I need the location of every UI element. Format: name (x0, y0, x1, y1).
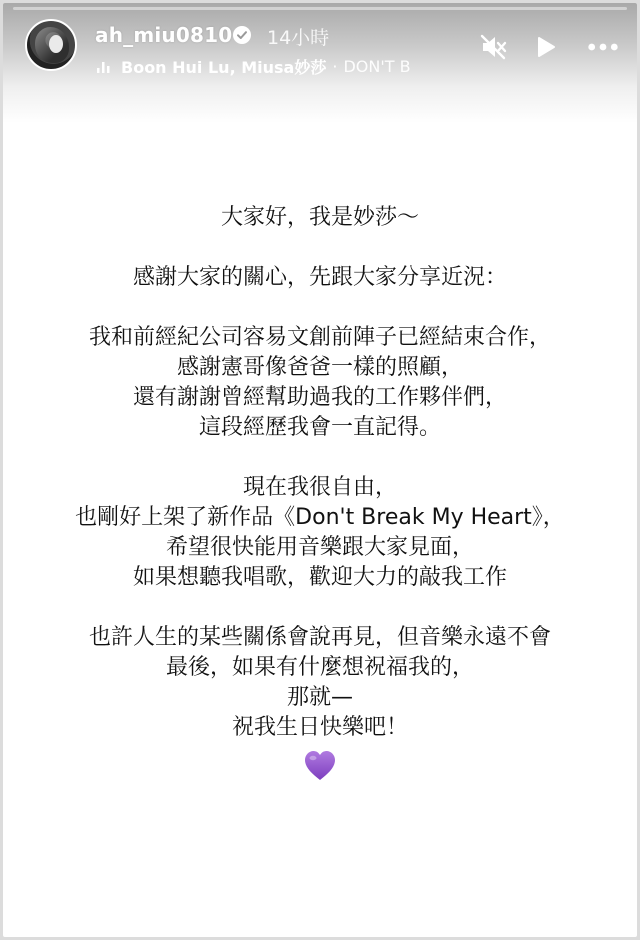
play-icon (532, 34, 558, 60)
message-line: 希望很快能用音樂跟大家見面， (165, 535, 474, 560)
music-attribution[interactable] (95, 55, 411, 78)
message-line: 那就— (286, 685, 353, 710)
mute-button[interactable] (477, 31, 509, 63)
message-line: 祝我生日快樂吧！ (231, 715, 408, 740)
message-line: 現在我很自由， (242, 475, 397, 500)
paragraph-thanks (3, 263, 637, 293)
story-message (3, 203, 637, 783)
message-line: 最後，如果有什麼想祝福我的， (165, 655, 474, 680)
purple-heart-icon (303, 749, 337, 783)
message-line: 我和前經紀公司容易文創前陣子已經結束合作， (88, 325, 551, 350)
username[interactable]: ah_miu0810 (95, 23, 233, 47)
music-bars-icon (95, 59, 111, 75)
speaker-muted-icon (478, 32, 508, 62)
message-line: 這段經歷我會一直記得。 (198, 415, 441, 440)
story-header (3, 3, 637, 83)
music-separator: · (332, 57, 338, 76)
message-line: 也剛好上架了新作品《Don't Break My Heart》， (75, 505, 565, 530)
message-line: 大家好，我是妙莎～ (220, 205, 419, 230)
message-line: 如果想聽我唱歌，歡迎大力的敲我工作 (132, 565, 507, 590)
message-line: 也許人生的某些關係會說再見，但音樂永遠不會 (88, 625, 551, 650)
paragraph-greeting (3, 203, 637, 233)
message-line: 還有謝謝曾經幫助過我的工作夥伴們， (132, 385, 507, 410)
paragraph-contract (3, 323, 637, 443)
post-timestamp: 14小時 (267, 27, 330, 49)
music-artist: Boon Hui Lu, Miusa妙莎 (121, 58, 327, 77)
story-viewer[interactable] (3, 3, 637, 937)
paragraph-closing (3, 623, 637, 743)
message-line: 感謝憲哥像爸爸一樣的照顧， (176, 355, 463, 380)
play-button[interactable] (529, 31, 561, 63)
avatar[interactable] (25, 19, 77, 71)
more-options-button[interactable] (587, 31, 619, 63)
paragraph-new-work (3, 473, 637, 593)
message-line: 感謝大家的關心，先跟大家分享近況： (132, 265, 507, 290)
more-horizontal-icon (587, 42, 619, 52)
verified-badge-icon (233, 26, 251, 44)
music-song-title: DON'T B (343, 57, 411, 76)
